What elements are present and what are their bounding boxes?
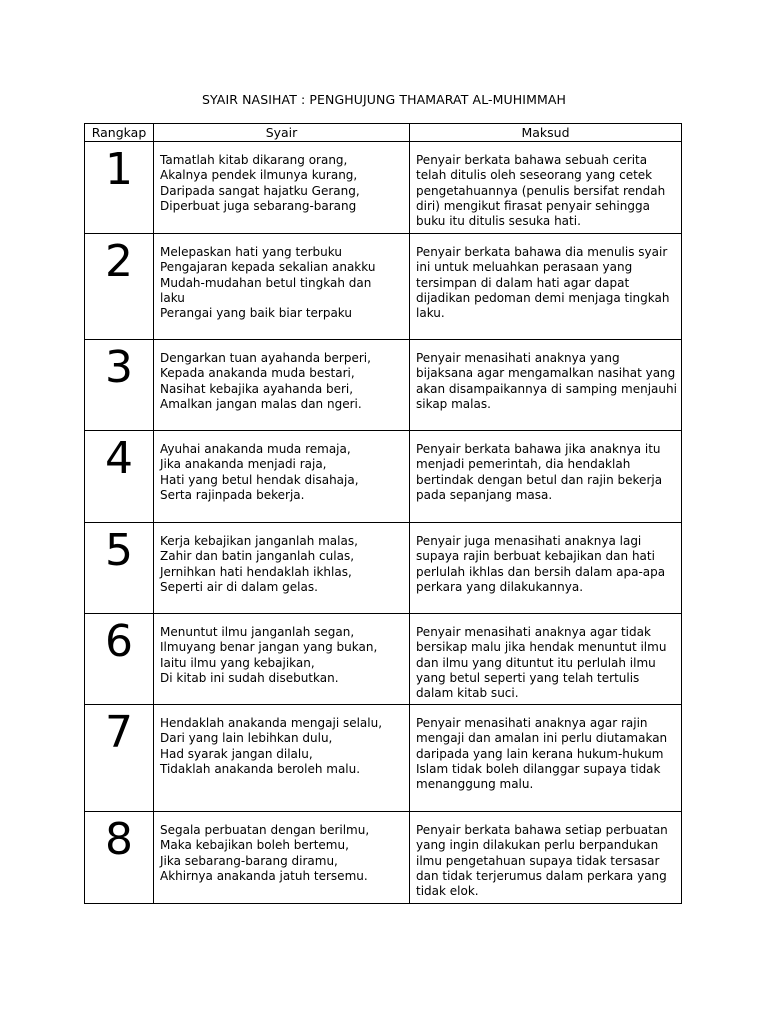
syair-cell bbox=[154, 340, 410, 431]
syair-line: Jika anakanda menjadi raja, bbox=[160, 457, 327, 472]
syair-line: Had syarak jangan dilalu, bbox=[160, 746, 313, 761]
maksud-cell bbox=[410, 614, 682, 705]
syair-line: Segala perbuatan dengan berilmu, bbox=[160, 823, 370, 837]
maksud-text: Penyair berkata bahawa dia menulis syair ini untuk meluahkan perasaan yang tersimpan di dalam hati agar dapat dijadikan pedoman demi menjaga tingkah laku. bbox=[416, 245, 670, 321]
maksud-text: Penyair juga menasihati anaknya lagi supaya rajin berbuat kebajikan dan hati perlulah ikhlas dan bersih dalam apa-apa perkara yang dilakukannya. bbox=[416, 534, 666, 594]
table-row bbox=[85, 812, 682, 904]
table-row bbox=[85, 523, 682, 614]
syair-line: Akhirnya anakanda jatuh tersemu. bbox=[160, 868, 368, 883]
maksud-cell bbox=[410, 142, 682, 234]
table-row bbox=[85, 234, 682, 340]
syair-line: Seperti air di dalam gelas. bbox=[160, 579, 318, 594]
rangkap-number bbox=[85, 614, 154, 705]
syair-line: Iaitu ilmu yang kebajikan, bbox=[160, 655, 315, 670]
maksud-cell bbox=[410, 812, 682, 904]
syair-line: Daripada sangat hajatku Gerang, bbox=[160, 183, 360, 198]
maksud-text: Penyair menasihati anaknya yang bijaksana agar mengamalkan nasihat yang akan disampaikannya di samping menjauhi sikap malas. bbox=[416, 351, 677, 411]
table-row bbox=[85, 431, 682, 523]
syair-line: Maka kebajikan boleh bertemu, bbox=[160, 838, 349, 853]
syair-line: Zahir dan batin janganlah culas, bbox=[160, 549, 355, 564]
maksud-cell bbox=[410, 523, 682, 614]
maksud-text: Penyair menasihati anaknya agar tidak bersikap malu jika hendak menuntut ilmu dan ilmu yang dituntut itu perlulah ilmu yang betul seperti yang telah tertulis dalam kitab suci. bbox=[416, 625, 667, 701]
table-row bbox=[85, 705, 682, 812]
document-title: SYAIR NASIHAT : PENGHUJUNG THAMARAT AL-MUHIMMAH bbox=[202, 92, 566, 107]
syair-cell bbox=[154, 523, 410, 614]
syair-line: Jika sebarang-barang diramu, bbox=[160, 853, 338, 868]
table-header-row bbox=[85, 124, 682, 142]
table-row bbox=[85, 340, 682, 431]
syair-cell bbox=[154, 614, 410, 705]
syair-line: Kerja kebajikan janganlah malas, bbox=[160, 534, 358, 548]
rangkap-number bbox=[85, 142, 154, 234]
syair-line: Kepada anakanda muda bestari, bbox=[160, 366, 355, 381]
syair-line: Di kitab ini sudah disebutkan. bbox=[160, 670, 339, 685]
rangkap-number bbox=[85, 431, 154, 523]
syair-line: Ilmuyang benar jangan yang bukan, bbox=[160, 640, 378, 655]
syair-line: Nasihat kebajika ayahanda beri, bbox=[160, 381, 354, 396]
syair-cell bbox=[154, 812, 410, 904]
syair-cell bbox=[154, 142, 410, 234]
rangkap-number-text: 3 bbox=[105, 342, 133, 393]
syair-line: Pengajaran kepada sekalian anakku bbox=[160, 260, 376, 275]
syair-line: laku bbox=[160, 290, 185, 305]
maksud-cell bbox=[410, 431, 682, 523]
syair-cell bbox=[154, 431, 410, 523]
syair-line: Serta rajinpada bekerja. bbox=[160, 487, 305, 502]
maksud-text: Penyair berkata bahawa setiap perbuatan yang ingin dilakukan perlu berpandukan ilmu pengetahuan supaya tidak tersasar dan tidak terjerumus dalam perkara yang tidak elok. bbox=[416, 823, 668, 899]
maksud-text: Penyair menasihati anaknya agar rajin mengaji dan amalan ini perlu diutamakan daripada yang lain kerana hukum-hukum Islam tidak boleh dilanggar supaya tidak menanggung malu. bbox=[416, 716, 668, 792]
maksud-text: Penyair berkata bahawa jika anaknya itu menjadi pemerintah, dia hendaklah bertindak dengan betul dan rajin bekerja pada sepanjang masa. bbox=[416, 442, 663, 502]
rangkap-number-text: 2 bbox=[105, 236, 133, 287]
rangkap-number bbox=[85, 812, 154, 904]
syair-table bbox=[84, 123, 682, 904]
syair-line: Menuntut ilmu janganlah segan, bbox=[160, 625, 355, 639]
maksud-cell bbox=[410, 234, 682, 340]
syair-line: Dari yang lain lebihkan dulu, bbox=[160, 731, 333, 746]
maksud-cell bbox=[410, 340, 682, 431]
syair-line: Diperbuat juga sebarang-barang bbox=[160, 198, 357, 213]
syair-cell bbox=[154, 705, 410, 812]
rangkap-number-text: 8 bbox=[105, 814, 133, 865]
table-row bbox=[85, 142, 682, 234]
syair-cell bbox=[154, 234, 410, 340]
rangkap-number bbox=[85, 705, 154, 812]
maksud-text: Penyair berkata bahawa sebuah cerita telah ditulis oleh seseorang yang cetek pengetahuannya (penulis bersifat rendah diri) mengikut firasat penyair sehingga buku itu ditulis sesuka hati. bbox=[416, 153, 666, 229]
rangkap-number bbox=[85, 340, 154, 431]
syair-line: Tidaklah anakanda beroleh malu. bbox=[160, 761, 361, 776]
syair-line: Dengarkan tuan ayahanda berperi, bbox=[160, 351, 371, 365]
syair-line: Perangai yang baik biar terpaku bbox=[160, 306, 352, 321]
syair-line: Hendaklah anakanda mengaji selalu, bbox=[160, 716, 383, 730]
syair-line: Jernihkan hati hendaklah ikhlas, bbox=[160, 564, 352, 579]
syair-line: Tamatlah kitab dikarang orang, bbox=[160, 153, 348, 167]
header-rangkap: Rangkap bbox=[85, 124, 154, 142]
rangkap-number-text: 4 bbox=[105, 433, 133, 484]
table-row bbox=[85, 614, 682, 705]
maksud-cell bbox=[410, 705, 682, 812]
header-syair: Syair bbox=[154, 124, 410, 142]
rangkap-number-text: 5 bbox=[105, 525, 133, 576]
syair-line: Ayuhai anakanda muda remaja, bbox=[160, 442, 351, 456]
syair-line: Melepaskan hati yang terbuku bbox=[160, 245, 342, 259]
rangkap-number-text: 1 bbox=[105, 144, 133, 195]
rangkap-number-text: 7 bbox=[105, 707, 133, 758]
rangkap-number bbox=[85, 523, 154, 614]
syair-line: Mudah-mudahan betul tingkah dan bbox=[160, 275, 372, 290]
header-maksud: Maksud bbox=[410, 124, 682, 142]
syair-line: Amalkan jangan malas dan ngeri. bbox=[160, 396, 362, 411]
syair-line: Hati yang betul hendak disahaja, bbox=[160, 472, 359, 487]
rangkap-number bbox=[85, 234, 154, 340]
rangkap-number-text: 6 bbox=[105, 616, 133, 667]
syair-line: Akalnya pendek ilmunya kurang, bbox=[160, 168, 358, 183]
